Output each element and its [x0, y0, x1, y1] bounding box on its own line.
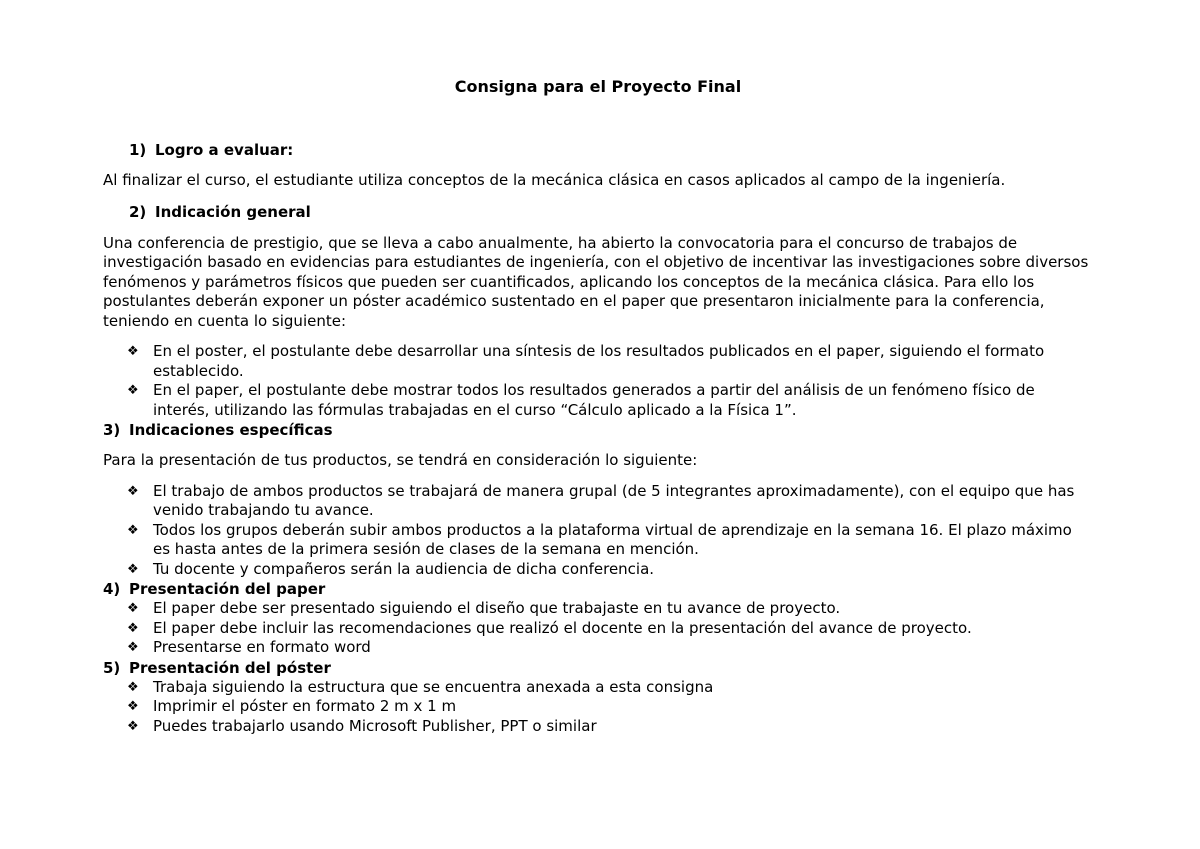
diamond-bullet-icon: ❖ — [127, 620, 139, 636]
section-2-number: 2) — [129, 202, 147, 221]
section-3-title: Indicaciones específicas — [129, 421, 333, 439]
list-item — [103, 717, 1093, 737]
diamond-bullet-icon: ❖ — [127, 561, 139, 577]
list-item — [103, 342, 1093, 381]
diamond-bullet-icon: ❖ — [127, 601, 139, 616]
list-item-text: El paper debe ser presentado siguiendo el diseño que trabajaste en tu avance de proyecto. — [153, 599, 841, 617]
section-1-number: 1) — [129, 141, 147, 159]
diamond-bullet-icon: ❖ — [127, 640, 139, 655]
list-item-text: Tu docente y compañeros serán la audiencia de dicha conferencia. — [153, 559, 655, 578]
section-4-title: Presentación del paper — [129, 580, 326, 598]
list-item-text: En el paper, el postulante debe mostrar todos los resultados generados a partir del análisis de un fenómeno físico de interés, utilizando las fórmulas trabajadas en el curso “Cálculo aplicado a la Física 1”. — [153, 381, 1035, 419]
diamond-bullet-icon: ❖ — [127, 679, 139, 695]
list-item — [103, 560, 1093, 580]
section-1-heading — [103, 140, 1093, 160]
list-item-text: Imprimir el póster en formato 2 m x 1 m — [153, 697, 457, 715]
list-item-text: En el poster, el postulante debe desarrollar una síntesis de los resultados publicados en el paper, siguiendo el formato establecido. — [153, 342, 1045, 380]
section-3-bullet-list — [103, 482, 1093, 580]
diamond-bullet-icon: ❖ — [127, 483, 139, 499]
section-2-heading — [103, 202, 1093, 222]
diamond-bullet-icon: ❖ — [127, 344, 139, 359]
list-item-text: El trabajo de ambos productos se trabajará de manera grupal (de 5 integrantes aproximadamente), con el equipo que has venido trabajando tu avance. — [153, 481, 1075, 519]
section-3-text: Para la presentación de tus productos, se tendrá en consideración lo siguiente: — [103, 451, 698, 469]
list-item-text: Puedes trabajarlo usando Microsoft Publisher, PPT o similar — [153, 716, 597, 735]
list-item — [103, 599, 1093, 619]
section-3-number: 3) — [103, 421, 121, 439]
list-item-text: Trabaja siguiendo la estructura que se encuentra anexada a esta consigna — [153, 677, 714, 696]
section-5-heading — [103, 658, 1093, 678]
list-item — [103, 482, 1093, 521]
section-4-number: 4) — [103, 580, 121, 598]
section-5-title: Presentación del póster — [129, 658, 331, 677]
section-5-bullet-list — [103, 678, 1093, 737]
list-item-text: El paper debe incluir las recomendaciones que realizó el docente en la presentación del avance de proyecto. — [153, 618, 972, 637]
section-1-title: Logro a evaluar: — [155, 141, 294, 159]
section-1-text: Al finalizar el curso, el estudiante utiliza conceptos de la mecánica clásica en casos aplicados al campo de la ingeniería. — [103, 171, 1006, 189]
list-item — [103, 381, 1093, 420]
list-item — [103, 619, 1093, 639]
diamond-bullet-icon: ❖ — [127, 383, 139, 398]
diamond-bullet-icon: ❖ — [127, 718, 139, 734]
section-5-number: 5) — [103, 658, 121, 677]
section-2-title: Indicación general — [155, 202, 311, 221]
document-title: Consigna para el Proyecto Final — [454, 77, 742, 96]
diamond-bullet-icon: ❖ — [127, 522, 139, 538]
diamond-bullet-icon: ❖ — [127, 699, 139, 714]
section-4-heading — [103, 579, 1093, 599]
section-2-bullet-list — [103, 342, 1093, 420]
list-item — [103, 521, 1093, 560]
section-2-text: Una conferencia de prestigio, que se lleva a cabo anualmente, ha abierto la convocatoria para el concurso de trabajos de investigación basado en evidencias para estudiantes de ingeniería, con el objetivo de incentivar las investigaciones sobre diversos fenómenos y parámetros físicos que pueden ser cuantificados, aplicando los conceptos de la mecánica clásica. Para ello los postulantes deberán exponer un póster académico sustentado en el paper que presentaron inicialmente para la conferencia, teniendo en cuenta lo siguiente: — [103, 233, 1089, 330]
list-item-text: Presentarse en formato word — [153, 638, 371, 656]
list-item — [103, 697, 1093, 717]
list-item-text: Todos los grupos deberán subir ambos productos a la plataforma virtual de aprendizaje en la semana 16. El plazo máximo es hasta antes de la primera sesión de clases de la semana en mención. — [153, 520, 1072, 558]
document-page — [103, 76, 1093, 736]
list-item — [103, 638, 1093, 658]
list-item — [103, 678, 1093, 698]
section-4-bullet-list — [103, 599, 1093, 658]
section-3-heading — [103, 420, 1093, 440]
